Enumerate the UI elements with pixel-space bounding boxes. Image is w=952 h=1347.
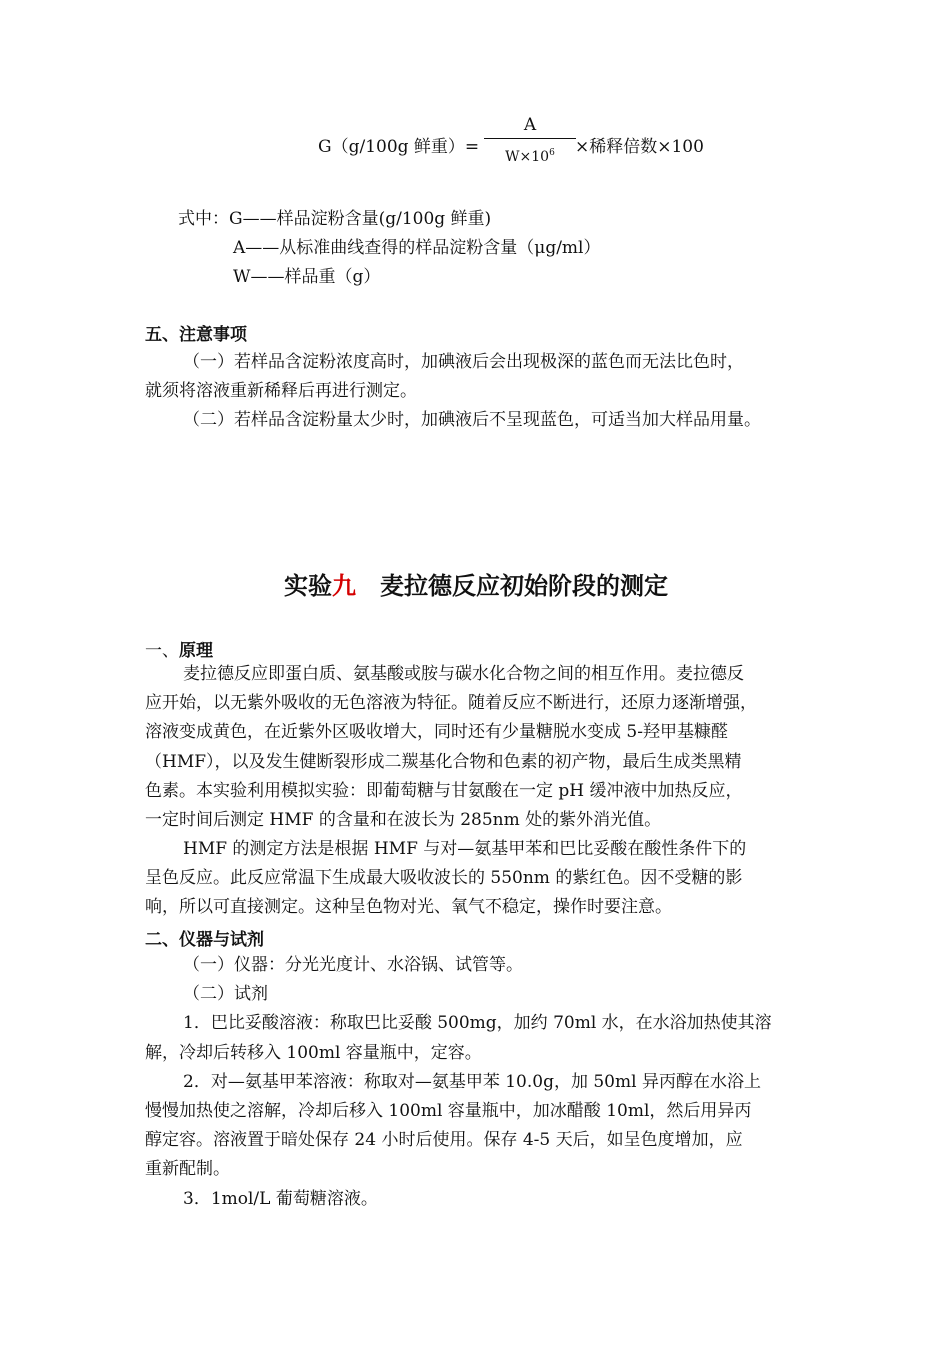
reagent-2-line-4: 重新配制。 (145, 1159, 230, 1180)
notes-paragraph (145, 348, 809, 436)
reagents-heading: （二）试剂 (183, 984, 268, 1005)
definition-g: 式中：G——样品淀粉含量(g/100g 鲜重) (178, 209, 492, 229)
note-1-line-2: 就须将溶液重新稀释后再进行测定。 (145, 381, 417, 402)
fraction-bar (484, 138, 576, 139)
principle-paragraph-1: 麦拉德反应即蛋白质、氨基酸或胺与碳水化合物之间的相互作用。麦拉德反 应开始，以无紫外吸收的无色溶液为特征。随着反应不断进行，还原力逐渐增强， 溶液变成黄色，在近紫外区吸收增大，同时还有少量糖脱水变成 5-羟甲基糠醛 （HMF），以及发生健断裂形成二羰基化合物和色素的初产物，最后生成类黑精 色素。本实验利用模拟实验：即葡萄糖与甘氨酸在一定 pH 缓冲液中加热反应， 一定时间后测定 HMF 的含量和在波长为 285nm 处的紫外消光值。 (145, 664, 757, 831)
formula-denominator (484, 143, 576, 167)
definition-w: W——样品重（g） (233, 267, 381, 287)
reagent-2-line-2: 慢慢加热使之溶解，冷却后移入 100ml 容量瓶中，加冰醋酸 10ml，然后用异丙 (145, 1101, 752, 1122)
formula-definitions (178, 205, 601, 292)
experiment-number: 九 (332, 572, 356, 600)
definition-a: A——从标准曲线查得的样品淀粉含量（μg/ml） (233, 238, 601, 258)
section-heading-notes: 五、注意事项 (145, 325, 247, 345)
reagent-1-line-1: 1．巴比妥酸溶液：称取巴比妥酸 500mg，加约 70ml 水，在水浴加热使其溶 (183, 1013, 772, 1034)
starch-formula (0, 110, 952, 180)
instruments-list (145, 951, 809, 1214)
note-2-line-1: （二）若样品含淀粉量太少时，加碘液后不呈现蓝色，可适当加大样品用量。 (183, 410, 761, 431)
reagent-2-line-1: 2．对—氨基甲苯溶液：称取对—氨基甲苯 10.0g，加 50ml 异丙醇在水浴上 (183, 1071, 761, 1092)
denominator-exponent: 6 (549, 148, 555, 158)
reagent-2-line-3: 醇定容。溶液置于暗处保存 24 小时后使用。保存 4-5 天后，如呈色度增加，应 (145, 1130, 743, 1151)
principle-paragraph-2: HMF 的测定方法是根据 HMF 与对—氨基甲苯和巴比妥酸在酸性条件下的 呈色反应。此反应常温下生成最大吸收波长的 550nm 的紫红色。因不受糖的影 响，所以可直接测定。这种呈色物对光、氧气不稳定，操作时要注意。 (145, 839, 747, 918)
experiment-title: 实验九 麦拉德反应初始阶段的测定 (284, 572, 668, 600)
experiment-title-text: 麦拉德反应初始阶段的测定 (380, 572, 668, 600)
section-heading-principle: 一、原理 (145, 641, 213, 661)
note-1-line-1: （一）若样品含淀粉浓度高时，加碘液后会出现极深的蓝色而无法比色时， (183, 352, 744, 372)
formula-fraction (484, 114, 576, 167)
instruments-item: （一）仪器：分光光度计、水浴锅、试管等。 (183, 955, 523, 975)
section-heading-instruments: 二、仪器与试剂 (145, 930, 264, 950)
formula-lhs: G（g/100g 鲜重）= (318, 137, 480, 157)
formula-numerator: A (523, 115, 537, 135)
reagent-3: 3．1mol/L 葡萄糖溶液。 (183, 1188, 378, 1209)
denominator-base: W×10 (505, 149, 550, 165)
formula-rhs: ×稀释倍数×100 (575, 137, 704, 157)
reagent-1-line-2: 解，冷却后转移入 100ml 容量瓶中，定容。 (145, 1042, 482, 1063)
